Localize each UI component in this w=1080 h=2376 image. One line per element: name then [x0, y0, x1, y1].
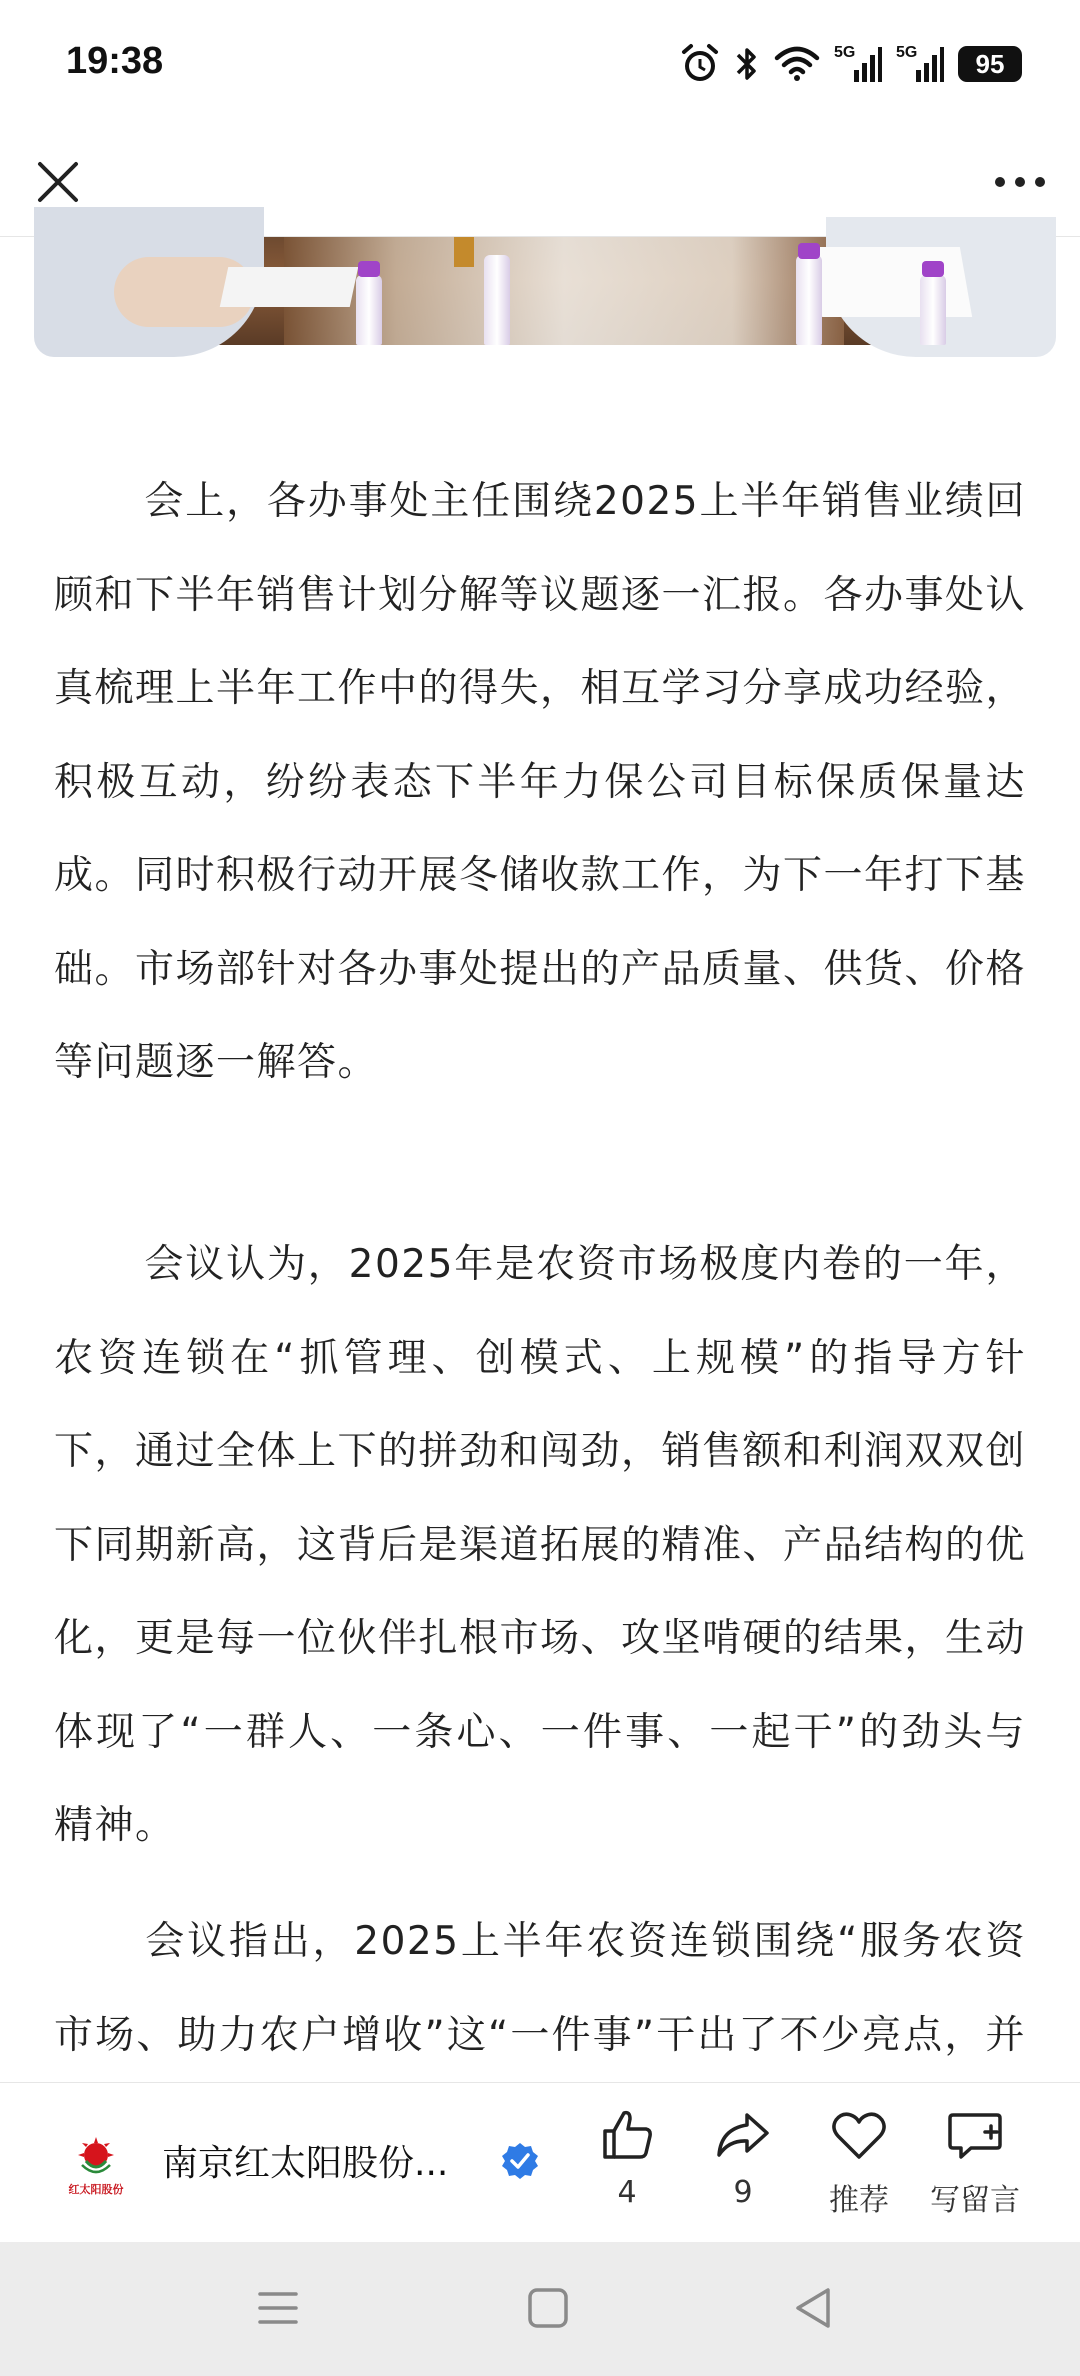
- write-comment-button[interactable]: [920, 2105, 1030, 2225]
- logo-text: 红太阳股份: [68, 2183, 124, 2196]
- like-button[interactable]: [572, 2105, 682, 2225]
- bluetooth-icon: [734, 44, 760, 84]
- article-photo: [54, 237, 1026, 345]
- article-content[interactable]: [0, 237, 1080, 2082]
- heart-icon: [829, 2105, 889, 2165]
- photo-bottle-cap: [798, 243, 820, 259]
- photo-bottle-cap: [922, 261, 944, 277]
- back-icon[interactable]: [784, 2278, 844, 2338]
- photo-bottle: [920, 275, 946, 345]
- menu-icon[interactable]: [248, 2278, 308, 2338]
- account-avatar[interactable]: [56, 2135, 136, 2195]
- status-icons: [680, 40, 1022, 88]
- more-icon[interactable]: [988, 158, 1052, 206]
- share-arrow-icon: [713, 2105, 773, 2165]
- thumbs-up-icon: [597, 2105, 657, 2165]
- photo-paper: [220, 267, 359, 307]
- network-type-label: 5G: [834, 44, 856, 61]
- system-nav-bar: [0, 2242, 1080, 2376]
- battery-icon: 95: [958, 46, 1022, 82]
- account-name[interactable]: 南京红太阳股份...: [162, 2143, 449, 2184]
- recommend-label: 推荐: [829, 2183, 889, 2218]
- alarm-icon: [680, 43, 720, 85]
- wifi-icon: [774, 46, 820, 82]
- home-icon[interactable]: [518, 2278, 578, 2338]
- network-type-label-2: 5G: [896, 44, 918, 61]
- photo-bottle: [796, 255, 822, 345]
- close-icon[interactable]: [30, 154, 86, 210]
- article-paragraph: 会上，各办事处主任围绕2025上半年销售业绩回顾和下半年销售计划分解等议题逐一汇报。各办事处认真梳理上半年工作中的得失，相互学习分享成功经验，积极互动，纷纷表态下半年力保公司目标保质保量达成。同时积极行动开展冬储收款工作，为下一年打下基础。市场部针对各办事处提出的产品质量、供货、价格等问题逐一解答。: [54, 479, 1027, 1085]
- status-time: 19:38: [66, 40, 164, 82]
- share-button[interactable]: [688, 2105, 798, 2225]
- photo-bottle: [356, 275, 382, 345]
- comment-label: 写留言: [930, 2183, 1020, 2218]
- article-paragraph: 会议认为，2025年是农资市场极度内卷的一年，农资连锁在“抓管理、创模式、上规模”的指导方针下，通过全体上下的拼劲和闯劲，销售额和利润双双创下同期新高，这背后是渠道拓展的精准、产品结构的优化，更是每一位伙伴扎根市场、攻坚啃硬的结果，生动体现了“一群人、一条心、一件事、一起干”的劲头与精神。: [54, 1242, 1027, 1848]
- share-count: 9: [733, 2175, 753, 2210]
- sun-logo-icon: [56, 2135, 136, 2179]
- photo-paper-right: [810, 247, 972, 317]
- photo-bottle: [484, 255, 510, 345]
- signal-5g-icon-2: [896, 44, 944, 84]
- bottom-action-bar: [0, 2082, 1080, 2243]
- comment-add-icon: [945, 2105, 1005, 2165]
- status-bar: [0, 0, 1080, 128]
- recommend-button[interactable]: [804, 2105, 914, 2225]
- signal-5g-icon: [834, 44, 882, 84]
- article-paragraph: 会议指出，2025上半年农资连锁围绕“服务农资市场、助力农户增收”这“一件事”干出了不少亮点，并: [54, 1919, 1026, 2058]
- verified-badge-icon: [500, 2141, 540, 2181]
- photo-cup: [454, 237, 474, 267]
- like-count: 4: [617, 2175, 637, 2210]
- photo-bottle-cap: [358, 261, 380, 277]
